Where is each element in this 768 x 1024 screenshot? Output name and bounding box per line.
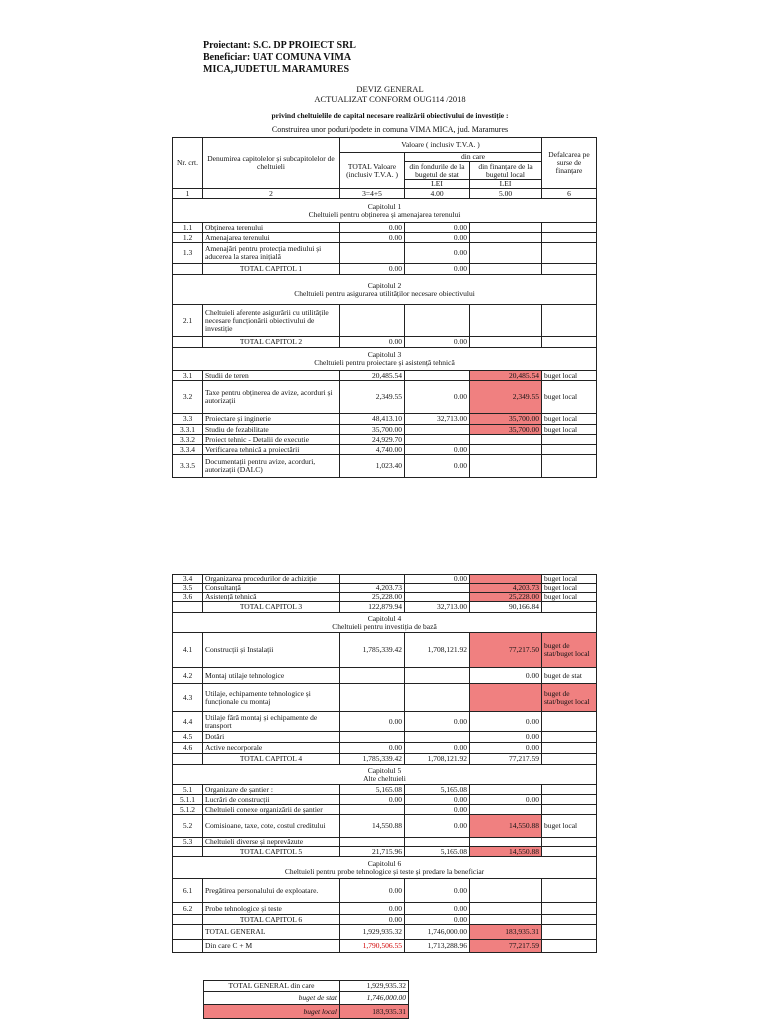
col-index: 6 — [542, 189, 597, 199]
row-total: 24,929.70 — [340, 435, 405, 445]
budget-table-page-2 — [172, 574, 597, 953]
row-local: 20,485.54 — [470, 371, 542, 381]
chapter-heading — [173, 765, 597, 785]
row-number: 1.2 — [173, 233, 203, 243]
grand-total-label: TOTAL GENERAL — [203, 925, 340, 940]
col-lei-local: LEI — [470, 180, 542, 189]
summary-label-local: buget local — [204, 1005, 340, 1019]
row-state: 0.00 — [405, 445, 470, 455]
chapter-subtitle: Cheltuieli pentru asigurarea utilităților necesare obiectivului — [294, 288, 475, 298]
summary-label-state: buget de stat — [204, 992, 340, 1005]
row-label: Documentații pentru avize, acorduri, autorizații (DALC) — [203, 455, 340, 478]
table-row — [173, 425, 597, 435]
col-index: 2 — [203, 189, 340, 199]
table-row — [173, 815, 597, 838]
row-total: 0.00 — [340, 795, 405, 805]
row-number: 5.1.2 — [173, 805, 203, 815]
row-number: 4.1 — [173, 633, 203, 668]
row-local: 2,349.55 — [470, 381, 542, 414]
chapter-heading — [173, 613, 597, 633]
row-label: Amenajarea terenului — [203, 233, 340, 243]
cm-total-row — [173, 940, 597, 953]
row-state: 1,746,000.00 — [405, 925, 470, 940]
col-dincare-header: din care — [405, 153, 542, 162]
row-number: 3.3.1 — [173, 425, 203, 435]
chapter-total-row — [173, 602, 597, 613]
subtitle-line: privind cheltuielile de capital necesare realizării obiectivului de investiție : — [271, 111, 509, 120]
col-state-header: din fondurile de la bugetul de stat — [405, 162, 470, 180]
row-state: 0.00 — [405, 243, 470, 264]
chapter-total-row — [173, 847, 597, 857]
row-label: Proiect tehnic - Detalii de executie — [203, 435, 340, 445]
row-source: buget local — [542, 371, 597, 381]
row-total: 0.00 — [340, 743, 405, 754]
table-row — [173, 381, 597, 414]
table-row — [173, 732, 597, 743]
summary-value-total: 1,929,935.32 — [340, 981, 409, 992]
row-state: 0.00 — [405, 879, 470, 903]
row-total: 4,740.00 — [340, 445, 405, 455]
chapter-title: Capitolul 5 — [367, 765, 402, 775]
beneficiary-line: Beneficiar: UAT COMUNA VIMA — [203, 52, 352, 63]
row-number: 3.3 — [173, 414, 203, 425]
chapter-heading — [173, 275, 597, 305]
row-state: 0.00 — [405, 903, 470, 915]
table-row — [173, 223, 597, 233]
row-local: 183,935.31 — [470, 925, 542, 940]
table-row — [173, 838, 597, 847]
row-source: buget local — [542, 575, 597, 584]
row-label: Asistență tehnică — [203, 593, 340, 602]
row-total: 1,785,339.42 — [340, 633, 405, 668]
table-row — [173, 305, 597, 337]
row-label: Probe tehnologice și teste — [203, 903, 340, 915]
summary-value-state: 1,746,000.00 — [340, 992, 409, 1005]
row-total: 1,790,506.55 — [340, 940, 405, 953]
row-state: 0.00 — [405, 337, 470, 348]
chapter-subtitle: Alte cheltuieli — [363, 773, 406, 783]
row-local: 0.00 — [470, 795, 542, 805]
row-total: 0.00 — [340, 337, 405, 348]
table-row — [173, 575, 597, 584]
table-row — [173, 668, 597, 684]
row-state: 0.00 — [405, 455, 470, 478]
table-row — [173, 455, 597, 478]
row-local: 77,217.59 — [470, 940, 542, 953]
row-total: 4,203.73 — [340, 584, 405, 593]
table-row — [173, 584, 597, 593]
row-number: 3.1 — [173, 371, 203, 381]
row-label: Consultanță — [203, 584, 340, 593]
row-number: 3.3.2 — [173, 435, 203, 445]
row-label: Active necorporale — [203, 743, 340, 754]
summary-label-total: TOTAL GENERAL din care — [204, 981, 340, 992]
row-number: 3.4 — [173, 575, 203, 584]
row-source: buget local — [542, 425, 597, 435]
row-label: Proiectare și inginerie — [203, 414, 340, 425]
chapter-heading — [173, 857, 597, 879]
row-total: 0.00 — [340, 223, 405, 233]
row-total: 0.00 — [340, 879, 405, 903]
total-label: TOTAL CAPITOL 1 — [203, 264, 340, 275]
row-label: Montaj utilaje tehnologice — [203, 668, 340, 684]
row-number: 3.6 — [173, 593, 203, 602]
chapter-total-row — [173, 264, 597, 275]
row-source: buget local — [542, 815, 597, 838]
row-number: 4.3 — [173, 684, 203, 712]
row-local: 77,217.59 — [470, 754, 542, 765]
row-total: 2,349.55 — [340, 381, 405, 414]
row-source: buget local — [542, 593, 597, 602]
row-number: 5.1 — [173, 785, 203, 795]
row-total: 0.00 — [340, 233, 405, 243]
row-state: 5,165.08 — [405, 785, 470, 795]
col-value-header: Valoare ( inclusiv T.V.A. ) — [340, 138, 542, 153]
row-state: 0.00 — [405, 233, 470, 243]
row-source: buget de stat — [542, 668, 597, 684]
row-state: 1,713,288.96 — [405, 940, 470, 953]
row-number: 1.3 — [173, 243, 203, 264]
summary-table — [203, 980, 409, 1019]
row-state: 32,713.00 — [405, 602, 470, 613]
row-total: 1,023.40 — [340, 455, 405, 478]
row-label: Comisioane, taxe, cote, costul creditului — [203, 815, 340, 838]
grand-total-row — [173, 925, 597, 940]
table-row — [173, 903, 597, 915]
row-label: Verificarea tehnică a proiectării — [203, 445, 340, 455]
project-line: Construirea unor poduri/podete in comuna VIMA MICA, jud. Maramures — [271, 125, 509, 134]
chapter-title: Capitolul 1 — [367, 201, 402, 211]
row-state: 0.00 — [405, 805, 470, 815]
col-local-header: din finanțare de la bugetul local — [470, 162, 542, 180]
col-index: 4.00 — [405, 189, 470, 199]
budget-table-page-1 — [172, 137, 597, 478]
row-label: Cheltuieli aferente asigurării cu utilitățile necesare funcționării obiectivului de investiție — [203, 305, 340, 337]
row-state: 1,708,121.92 — [405, 633, 470, 668]
row-state: 0.00 — [405, 223, 470, 233]
table-row — [173, 243, 597, 264]
chapter-title: Capitolul 2 — [367, 280, 402, 290]
title-line-2: ACTUALIZAT CONFORM OUG114 /2018 — [314, 94, 466, 104]
row-label: Amenajări pentru protecția mediului și aducerea la starea inițială — [203, 243, 340, 264]
col-total-header: TOTAL Valoare (inclusiv T.V.A. ) — [340, 153, 405, 189]
row-number: 3.3.5 — [173, 455, 203, 478]
row-state: 0.00 — [405, 915, 470, 925]
row-total: 0.00 — [340, 915, 405, 925]
header-block — [203, 40, 356, 76]
row-local: 4,203.73 — [470, 584, 542, 593]
table-row — [173, 593, 597, 602]
row-label: Obținerea terenului — [203, 223, 340, 233]
row-total: 122,879.94 — [340, 602, 405, 613]
col-index: 3=4+5 — [340, 189, 405, 199]
row-label: Utilaje, echipamente tehnologice și funcționale cu montaj — [203, 684, 340, 712]
row-total: 21,715.96 — [340, 847, 405, 857]
row-state: 0.00 — [405, 712, 470, 732]
col-source-header: Defalcarea pe surse de finanțare — [542, 138, 597, 189]
row-state: 32,713.00 — [405, 414, 470, 425]
chapter-total-row — [173, 915, 597, 925]
table-row — [173, 743, 597, 754]
row-state: 0.00 — [405, 381, 470, 414]
row-number: 6.1 — [173, 879, 203, 903]
row-number: 6.2 — [173, 903, 203, 915]
row-label: Taxe pentru obținerea de avize, acorduri și autorizații — [203, 381, 340, 414]
row-label: Dotări — [203, 732, 340, 743]
row-number: 3.2 — [173, 381, 203, 414]
row-local: 14,550.88 — [470, 847, 542, 857]
chapter-heading — [173, 199, 597, 223]
chapter-title: Capitolul 6 — [367, 858, 402, 868]
chapter-title: Capitolul 4 — [367, 613, 402, 623]
row-local: 35,700.00 — [470, 425, 542, 435]
row-total: 0.00 — [340, 264, 405, 275]
row-number: 5.2 — [173, 815, 203, 838]
chapter-total-row — [173, 754, 597, 765]
col-index: 5.00 — [470, 189, 542, 199]
table-row — [173, 445, 597, 455]
table-row — [173, 633, 597, 668]
row-local: 0.00 — [470, 668, 542, 684]
table-row — [173, 414, 597, 425]
row-number: 5.1.1 — [173, 795, 203, 805]
row-total: 14,550.88 — [340, 815, 405, 838]
chapter-title: Capitolul 3 — [367, 350, 402, 359]
row-state: 5,165.08 — [405, 847, 470, 857]
row-label: Studiu de fezabilitate — [203, 425, 340, 435]
row-total: 25,228.00 — [340, 593, 405, 602]
row-local: 0.00 — [470, 712, 542, 732]
table-row — [173, 371, 597, 381]
cm-total-label: Din care C + M — [203, 940, 340, 953]
row-state: 0.00 — [405, 575, 470, 584]
table-row — [173, 233, 597, 243]
row-number: 4.2 — [173, 668, 203, 684]
total-label: TOTAL CAPITOL 4 — [203, 754, 340, 765]
row-number: 5.3 — [173, 838, 203, 847]
row-number: 1.1 — [173, 223, 203, 233]
row-state: 0.00 — [405, 815, 470, 838]
row-label: Pregătirea personalului de exploatare. — [203, 879, 340, 903]
chapter-subtitle: Cheltuieli pentru investiția de bază — [332, 621, 437, 631]
row-label: Cheltuieli conexe organizării de șantier — [203, 805, 340, 815]
row-label: Organizarea procedurilor de achiziție — [203, 575, 340, 584]
row-label: Utilaje fără montaj și echipamente de transport — [203, 712, 340, 732]
title-line-1: DEVIZ GENERAL — [356, 84, 424, 94]
total-label: TOTAL CAPITOL 5 — [203, 847, 340, 857]
row-number: 4.4 — [173, 712, 203, 732]
row-number: 3.3.4 — [173, 445, 203, 455]
row-local: 14,550.88 — [470, 815, 542, 838]
table-row — [173, 684, 597, 712]
row-state: 1,708,121.92 — [405, 754, 470, 765]
row-label: Cheltuieli diverse și neprevăzute — [203, 838, 340, 847]
col-name-header: Denumirea capitolelor și subcapitolelor de cheltuieli — [203, 138, 340, 189]
row-total: 20,485.54 — [340, 371, 405, 381]
row-local: 25,228.00 — [470, 593, 542, 602]
total-label: TOTAL CAPITOL 3 — [203, 602, 340, 613]
designer-line: Proiectant: S.C. DP PROIECT SRL — [203, 40, 356, 51]
row-source: buget de stat/buget local — [542, 633, 597, 668]
row-state: 0.00 — [405, 743, 470, 754]
beneficiary-line-2: MICA,JUDETUL MARAMURES — [203, 64, 350, 75]
row-total: 0.00 — [340, 712, 405, 732]
row-local: 77,217.50 — [470, 633, 542, 668]
row-label: Studii de teren — [203, 371, 340, 381]
col-lei-state: LEI — [405, 180, 470, 189]
summary-value-local: 183,935.31 — [340, 1005, 409, 1019]
row-total: 35,700.00 — [340, 425, 405, 435]
row-source: buget local — [542, 381, 597, 414]
col-index: 1 — [173, 189, 203, 199]
row-label: Lucrări de construcții — [203, 795, 340, 805]
chapter-heading — [173, 348, 597, 371]
table-row — [173, 712, 597, 732]
chapter-subtitle: Cheltuieli pentru obținerea și amenajarea terenului — [308, 209, 461, 219]
row-number: 4.5 — [173, 732, 203, 743]
row-number: 4.6 — [173, 743, 203, 754]
row-local: 90,166.84 — [470, 602, 542, 613]
row-total: 1,785,339.42 — [340, 754, 405, 765]
table-row — [173, 785, 597, 795]
row-label: Construcții și Instalații — [203, 633, 340, 668]
table-row — [173, 805, 597, 815]
row-state: 0.00 — [405, 795, 470, 805]
row-source: buget local — [542, 584, 597, 593]
row-total: 1,929,935.32 — [340, 925, 405, 940]
row-source: buget local — [542, 414, 597, 425]
row-source: buget de stat/buget local — [542, 684, 597, 712]
document-title — [180, 84, 600, 104]
row-number: 2.1 — [173, 305, 203, 337]
total-label: TOTAL CAPITOL 2 — [203, 337, 340, 348]
row-total: 5,165.08 — [340, 785, 405, 795]
row-state: 0.00 — [405, 264, 470, 275]
total-label: TOTAL CAPITOL 6 — [203, 915, 340, 925]
row-local: 35,700.00 — [470, 414, 542, 425]
chapter-total-row — [173, 337, 597, 348]
table-row — [173, 795, 597, 805]
table-row — [173, 879, 597, 903]
row-number: 3.5 — [173, 584, 203, 593]
table-row — [173, 435, 597, 445]
row-local: 0.00 — [470, 732, 542, 743]
chapter-subtitle: Cheltuieli pentru probe tehnologice și teste și predare la beneficiar — [284, 866, 485, 876]
row-total: 0.00 — [340, 903, 405, 915]
row-local: 0.00 — [470, 743, 542, 754]
col-nr-header: Nr. crt. — [173, 138, 203, 189]
row-label: Organizare de șantier : — [203, 785, 340, 795]
chapter-subtitle: Cheltuieli pentru proiectare și asistență tehnică — [314, 358, 455, 367]
row-total: 48,413.10 — [340, 414, 405, 425]
